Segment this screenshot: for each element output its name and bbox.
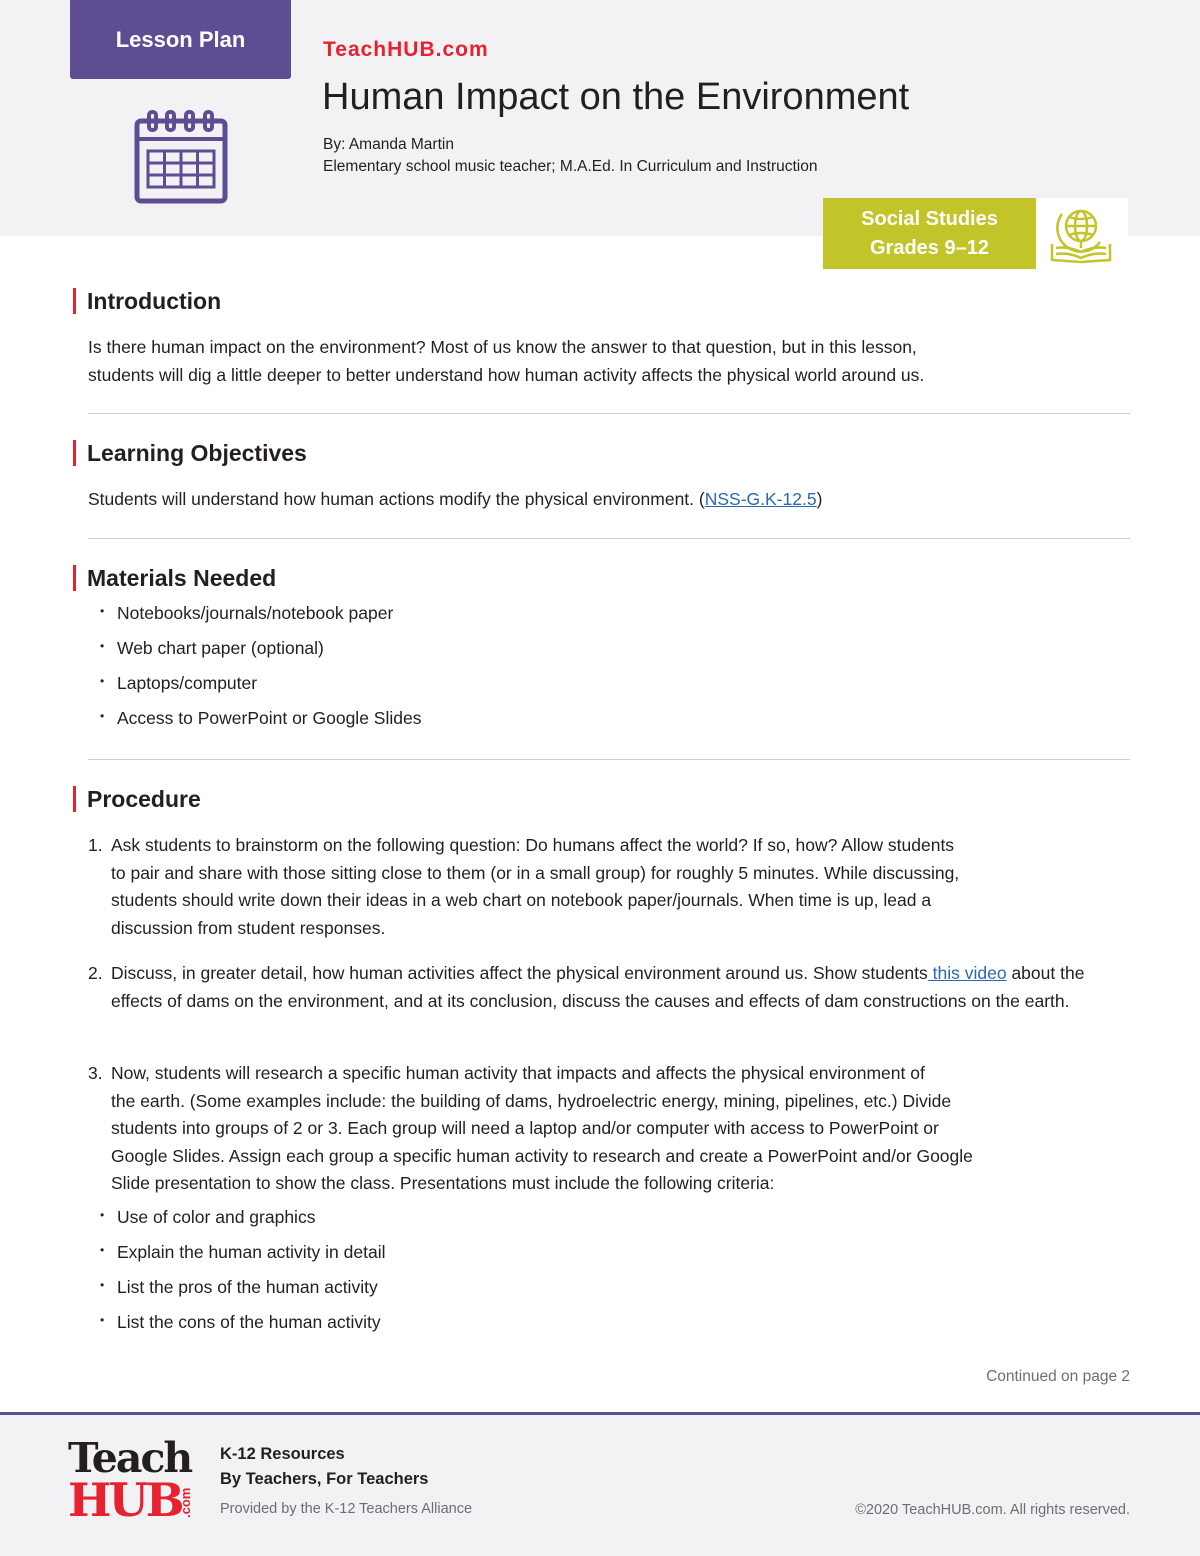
calendar-icon xyxy=(131,109,231,205)
materials-item: • Laptops/computer xyxy=(103,673,257,694)
footer-tagline-1: K-12 Resources xyxy=(220,1445,345,1463)
subject-icon-box xyxy=(1036,198,1128,269)
step-number: 2. xyxy=(88,963,103,983)
introduction-line-2: students will dig a little deeper to better understand how human activity affects the physical world around us. xyxy=(88,364,925,385)
logo-hub: HUB xyxy=(68,1473,182,1524)
step-1-line: to pair and share with those sitting close to them (or in a small group) for roughly 5 minutes. While discussing, xyxy=(111,862,960,883)
materials-item: • Web chart paper (optional) xyxy=(103,638,324,659)
criteria-item: • List the cons of the human activity xyxy=(103,1312,381,1333)
step-3-line: students into groups of 2 or 3. Each group will need a laptop and/or computer with access to PowerPoint or xyxy=(111,1118,939,1138)
teachhub-logo xyxy=(68,1434,203,1524)
lesson-plan-label: Lesson Plan xyxy=(115,26,246,52)
video-link[interactable]: this video xyxy=(927,963,1007,983)
procedure-heading: Procedure xyxy=(73,786,201,812)
introduction-text xyxy=(88,334,1128,389)
divider xyxy=(88,538,1130,539)
materials-item: • Notebooks/journals/notebook paper xyxy=(103,603,393,624)
standard-link[interactable]: NSS-G.K-12.5 xyxy=(704,489,817,509)
brand-url: TeachHUB.com xyxy=(323,38,489,61)
copyright: ©2020 TeachHUB.com. All rights reserved. xyxy=(855,1502,1130,1518)
step-3-line: Google Slides. Assign each group a specific human activity to research and create a PowerPoint and/or Google xyxy=(111,1145,973,1166)
step-1-line: Ask students to brainstorm on the following question: Do humans affect the world? If so, how? Allow students xyxy=(111,835,955,855)
criteria-item: • Use of color and graphics xyxy=(103,1207,315,1228)
grades-label: Grades 9–12 xyxy=(870,236,989,259)
objectives-text-after: ) xyxy=(816,489,823,509)
step-2-text-before: Discuss, in greater detail, how human activities affect the physical environment around us. Show students xyxy=(111,963,928,983)
objectives-heading: Learning Objectives xyxy=(73,440,307,466)
globe-book-icon xyxy=(1048,204,1114,264)
objectives-text xyxy=(88,486,1128,514)
step-number: 3. xyxy=(88,1063,103,1083)
author-role: Elementary school music teacher; M.A.Ed. In Curriculum and Instruction xyxy=(323,158,818,175)
page-title: Human Impact on the Environment xyxy=(322,76,910,118)
introduction-line-1: Is there human impact on the environment? Most of us know the answer to that question, but in this lesson, xyxy=(88,337,917,357)
materials-heading: Materials Needed xyxy=(73,565,276,591)
author-name: By: Amanda Martin xyxy=(323,136,454,153)
criteria-item: • Explain the human activity in detail xyxy=(103,1242,385,1263)
subject-badge xyxy=(823,198,1036,269)
materials-item: • Access to PowerPoint or Google Slides xyxy=(103,708,421,729)
introduction-heading: Introduction xyxy=(73,288,221,314)
subject-label: Social Studies xyxy=(861,207,998,230)
footer-tagline-2: By Teachers, For Teachers xyxy=(220,1470,429,1488)
logo-teach: Teach xyxy=(68,1434,192,1482)
step-2-text-after: about the effects of dams on the environment, and at its conclusion, discuss the causes and effects of dam constructions on the earth. xyxy=(111,963,1085,1011)
criteria-item: • List the pros of the human activity xyxy=(103,1277,378,1298)
step-1-line: students should write down their ideas in a web chart on notebook paper/journals. When time is up, lead a xyxy=(111,890,932,910)
step-1-line: discussion from student responses. xyxy=(111,917,386,938)
step-3-line: Slide presentation to show the class. Presentations must include the following criteria: xyxy=(111,1173,775,1193)
lesson-plan-tab xyxy=(70,0,291,79)
step-3-line: Now, students will research a specific human activity that impacts and affects the physical environment of xyxy=(111,1063,925,1083)
step-number: 1. xyxy=(88,835,103,855)
objectives-text-before: Students will understand how human actions modify the physical environment. ( xyxy=(88,489,705,509)
logo-com: .com xyxy=(178,1487,193,1518)
divider xyxy=(88,413,1130,414)
step-3-line: the earth. (Some examples include: the building of dams, hydroelectric energy, mining, pipelines, etc.) Divide xyxy=(111,1090,952,1111)
divider xyxy=(88,759,1130,760)
footer-provider: Provided by the K-12 Teachers Alliance xyxy=(220,1501,473,1517)
continued-note: Continued on page 2 xyxy=(986,1368,1130,1385)
